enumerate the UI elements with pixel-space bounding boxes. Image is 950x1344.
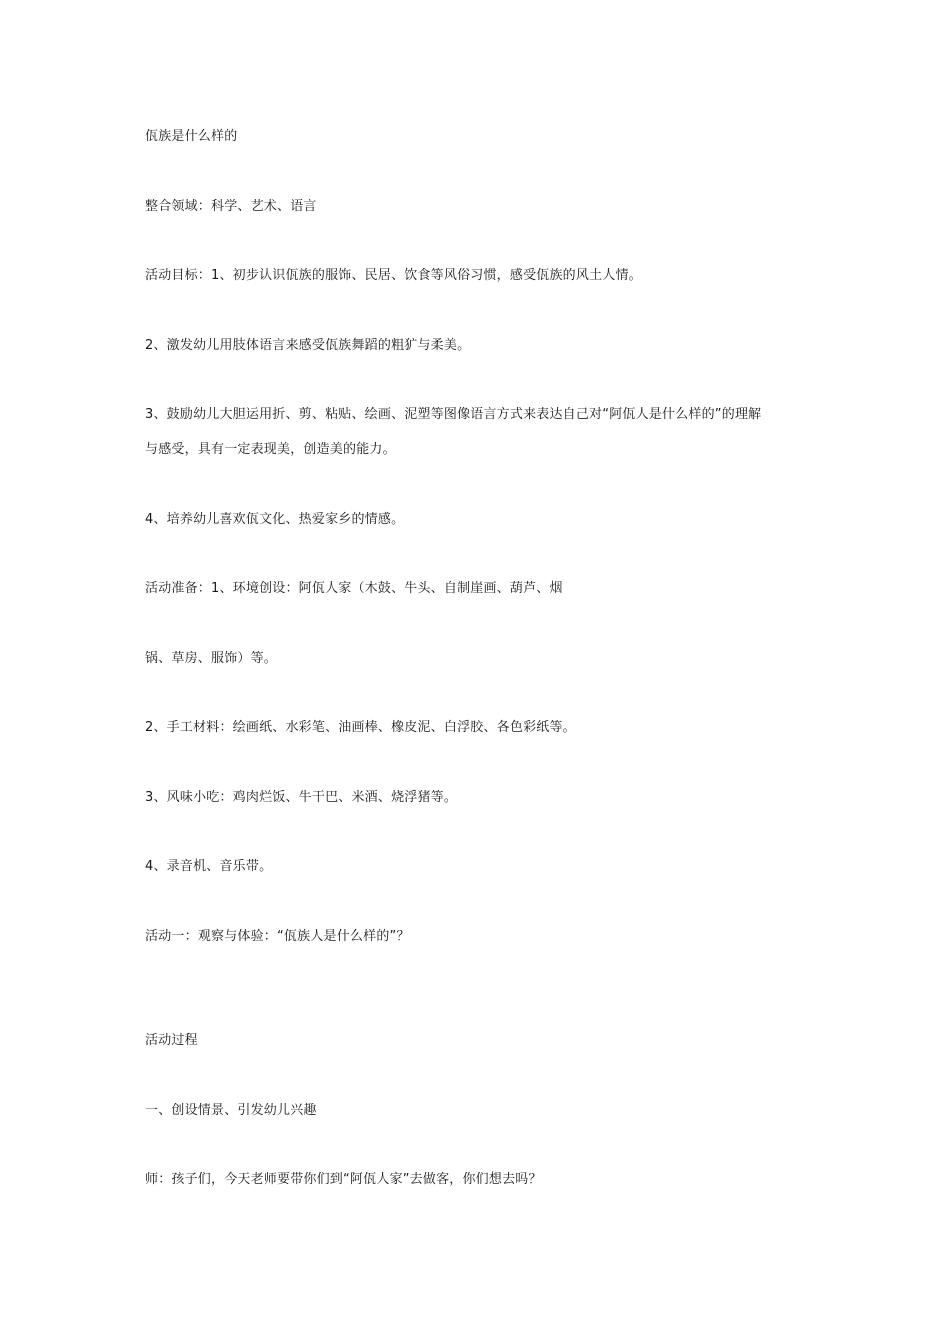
- goal-3-line-2: 与感受，具有一定表现美，创造美的能力。: [145, 442, 396, 457]
- goal-4: 4、培养幼儿喜欢佤文化、热爱家乡的情感。: [145, 512, 405, 527]
- prep-1-line-1: 活动准备：1、环境创设：阿佤人家（木鼓、牛头、自制崖画、葫芦、烟: [145, 581, 563, 596]
- goal-2: 2、激发幼儿用肢体语言来感受佤族舞蹈的粗犷与柔美。: [145, 338, 471, 353]
- process-heading: 活动过程: [145, 1033, 198, 1048]
- goal-1: 活动目标：1、初步认识佤族的服饰、民居、饮食等风俗习惯，感受佤族的风土人情。: [145, 268, 642, 283]
- prep-1-line-2: 锅、草房、服饰）等。: [145, 651, 278, 666]
- teacher-dialogue: 师：孩子们，今天老师要带你们到“阿佤人家”去做客，你们想去吗？: [145, 1172, 542, 1187]
- prep-2: 2、手工材料：绘画纸、水彩笔、油画棒、橡皮泥、白浮胶、各色彩纸等。: [145, 720, 576, 735]
- document-title: 佤族是什么样的: [145, 129, 238, 144]
- activity-one-heading: 活动一：观察与体验：“佤族人是什么样的”？: [145, 929, 410, 944]
- integrated-domains: 整合领域：科学、艺术、语言: [145, 199, 317, 214]
- prep-3: 3、风味小吃：鸡肉烂饭、牛干巴、米酒、烧浮猪等。: [145, 790, 458, 805]
- goal-3-line-1: 3、鼓励幼儿大胆运用折、剪、粘贴、绘画、泥塑等图像语言方式来表达自己对“阿佤人是什么样的”的理解: [145, 407, 762, 422]
- section-one-heading: 一、创设情景、引发幼儿兴趣: [145, 1103, 317, 1118]
- prep-4: 4、录音机、音乐带。: [145, 859, 273, 874]
